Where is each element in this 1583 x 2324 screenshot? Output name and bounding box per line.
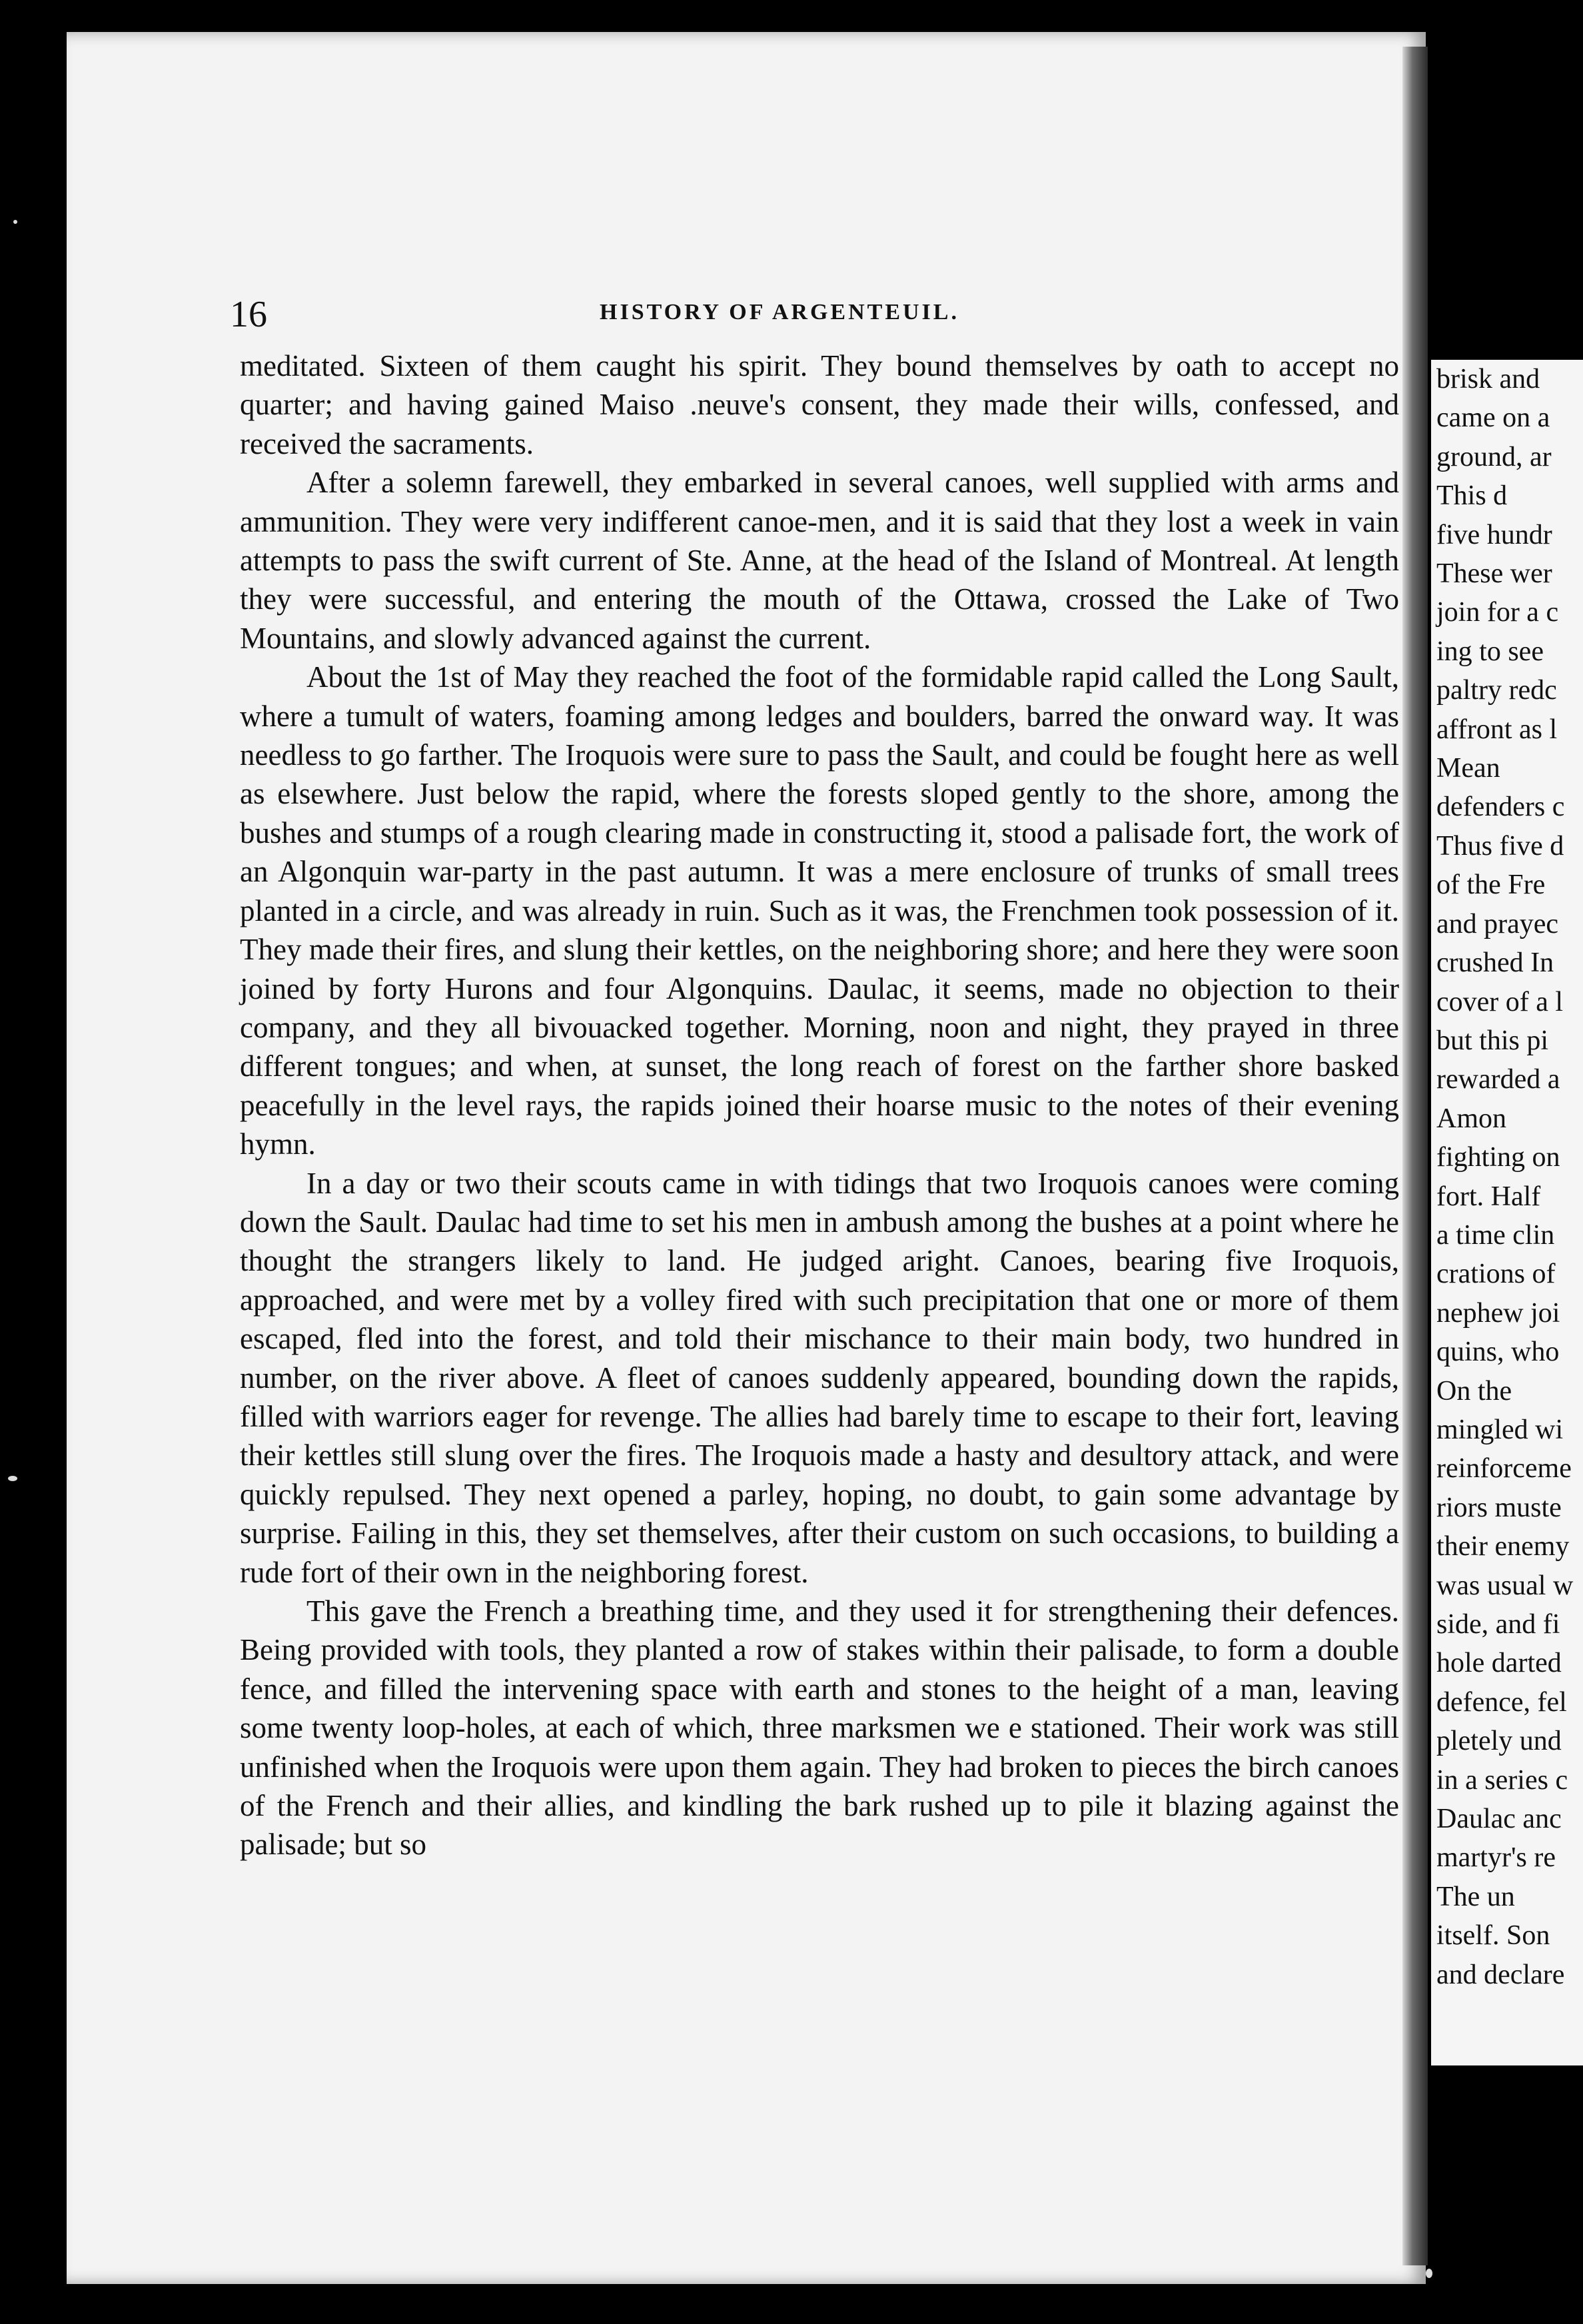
fragment-line: On the bbox=[1436, 1375, 1512, 1407]
fragment-line: hole darted bbox=[1436, 1648, 1562, 1679]
fragment-line: cover of a l bbox=[1436, 986, 1564, 1017]
fragment-line: paltry redc bbox=[1436, 675, 1557, 706]
fragment-line: Daulac anc bbox=[1436, 1804, 1562, 1835]
fragment-line: ing to see bbox=[1436, 636, 1544, 667]
fragment-line: their enemy bbox=[1436, 1531, 1570, 1562]
fragment-line: and prayec bbox=[1436, 908, 1559, 939]
fragment-line: but this pi bbox=[1436, 1025, 1549, 1056]
running-head: HISTORY OF ARGENTEUIL. bbox=[600, 300, 959, 324]
fragment-line: defenders c bbox=[1436, 792, 1565, 823]
paragraph: About the 1st of May they reached the foot of the formidable rapid called the Long Sault, where a tumult of waters, foaming among ledges and boulders, barred the onward way. It was needless to go farther. The Iroquois were sure to pass the Sault, and could be fought here as well as elsewhere. Just below the rapid, where the forests sloped gently to the shore, among the bushes and stumps of a rough clearing made in constructing it, stood a palisade fort, the work of an Algonquin war-party in the past autumn. It was a mere enclosure of trunks of small trees planted in a circle, and was already in ruin. Such as it was, the Frenchmen took possession of it. They made their fires, and slung their kettles, on the neighboring shore; and here they were soon joined by forty Hurons and four Algonquins. Daulac, it seems, made no objection to their company, and they all bivouacked together. Morning, noon and night, they prayed in three different tongues; and when, at sunset, the long reach of forest on the farther shore basked peacefully in the level rays, the rapids joined their hoarse music to the notes of their evening hymn. bbox=[240, 660, 1399, 1161]
fragment-line: affront as l bbox=[1436, 714, 1558, 745]
fragment-line: and declare bbox=[1436, 1959, 1565, 1990]
fragment-line: a time clin bbox=[1436, 1219, 1555, 1251]
fragment-line: fort. Half bbox=[1436, 1181, 1541, 1212]
fragment-line: Thus five d bbox=[1436, 830, 1564, 862]
fragment-line: brisk and bbox=[1436, 364, 1540, 394]
scan-artifact bbox=[13, 220, 17, 224]
book-spine-shadow bbox=[1402, 47, 1428, 2265]
body-text bbox=[240, 346, 1399, 1864]
fragment-line: came on a bbox=[1436, 402, 1550, 434]
paragraph: meditated. Sixteen of them caught his spirit. They bound themselves by oath to accept no quarter; and having gained Maiso .neuve's consent, they made their wills, confessed, and received the sacraments. bbox=[240, 349, 1399, 460]
fragment-line: was usual w bbox=[1436, 1570, 1574, 1601]
fragment-line: This d bbox=[1436, 480, 1508, 512]
fragment-line: itself. Son bbox=[1436, 1920, 1550, 1952]
fragment-line: reinforceme bbox=[1436, 1453, 1572, 1484]
fragment-line: martyr's re bbox=[1436, 1842, 1556, 1874]
fragment-line: Mean bbox=[1436, 753, 1500, 784]
facing-page-fragment bbox=[1431, 360, 1583, 2065]
fragment-line: join for a c bbox=[1436, 597, 1559, 628]
fragment-line: in a series c bbox=[1436, 1764, 1568, 1796]
fragment-line: pletely und bbox=[1436, 1726, 1562, 1757]
fragment-line: nephew joi bbox=[1436, 1297, 1560, 1329]
page-header bbox=[163, 273, 1396, 340]
fragment-line: fighting on bbox=[1436, 1142, 1560, 1173]
fragment-line: of the Fre bbox=[1436, 870, 1546, 901]
paragraph: This gave the French a breathing time, and they used it for strengthening their defences. Being provided with tools, they planted a row of stakes within their palisade, to form a double fence, and filled the intervening space with earth and stones to the height of a man, leaving some twenty loop-holes, at each of which, three marksmen we e stationed. Their work was still unfinished when the Iroquois were upon them again. They had broken to pieces the birch canoes of the French and their allies, and kindling the bark rushed up to pile it blazing against the palisade; but so bbox=[240, 1594, 1399, 1862]
fragment-line: ground, ar bbox=[1436, 441, 1552, 472]
fragment-line: riors muste bbox=[1436, 1492, 1562, 1523]
fragment-line: side, and fi bbox=[1436, 1609, 1560, 1640]
fragment-line: mingled wi bbox=[1436, 1414, 1564, 1445]
paragraph: After a solemn farewell, they embarked in several canoes, well supplied with arms and ammunition. They were very indifferent canoe-men, and it is said that they lost a week in vain attempts to pass the swift current of Ste. Anne, at the head of the Island of Montreal. At length they were successful, and entering the mouth of the Ottawa, crossed the Lake of Two Mountains, and slowly advanced against the current. bbox=[240, 466, 1399, 655]
scan-artifact bbox=[8, 1476, 17, 1481]
fragment-line: crushed In bbox=[1436, 947, 1554, 979]
fragment-line: five hundr bbox=[1436, 519, 1552, 550]
scan-artifact bbox=[1426, 2269, 1432, 2278]
paragraph: In a day or two their scouts came in with tidings that two Iroquois canoes were coming down the Sault. Daulac had time to set his men in ambush among the bushes at a point where he thought the strangers likely to land. He judged aright. Canoes, bearing five Iroquois, approached, and were met by a volley fired with such precipitation that one or more of them escaped, fled into the forest, and told their mischance to their main body, two hundred in number, on the river above. A fleet of canoes suddenly appeared, bounding down the rapids, filled with warriors eager for revenge. The allies had barely time to escape to their fort, leaving their kettles still slung over the fires. The Iroquois made a hasty and desultory attack, and were quickly repulsed. They next opened a parley, hoping, no doubt, to gain some advantage by surprise. Failing in this, they set themselves, after their custom on such occasions, to building a rude fort of their own in the neighboring forest. bbox=[240, 1166, 1399, 1589]
fragment-line: crations of bbox=[1436, 1259, 1556, 1290]
fragment-line: Amon bbox=[1436, 1103, 1506, 1134]
fragment-line: rewarded a bbox=[1436, 1064, 1560, 1095]
page-number: 16 bbox=[230, 294, 267, 335]
fragment-line: quins, who bbox=[1436, 1337, 1560, 1368]
fragment-line: defence, fel bbox=[1436, 1686, 1567, 1718]
fragment-line: These wer bbox=[1436, 558, 1552, 590]
fragment-line: The un bbox=[1436, 1881, 1515, 1912]
